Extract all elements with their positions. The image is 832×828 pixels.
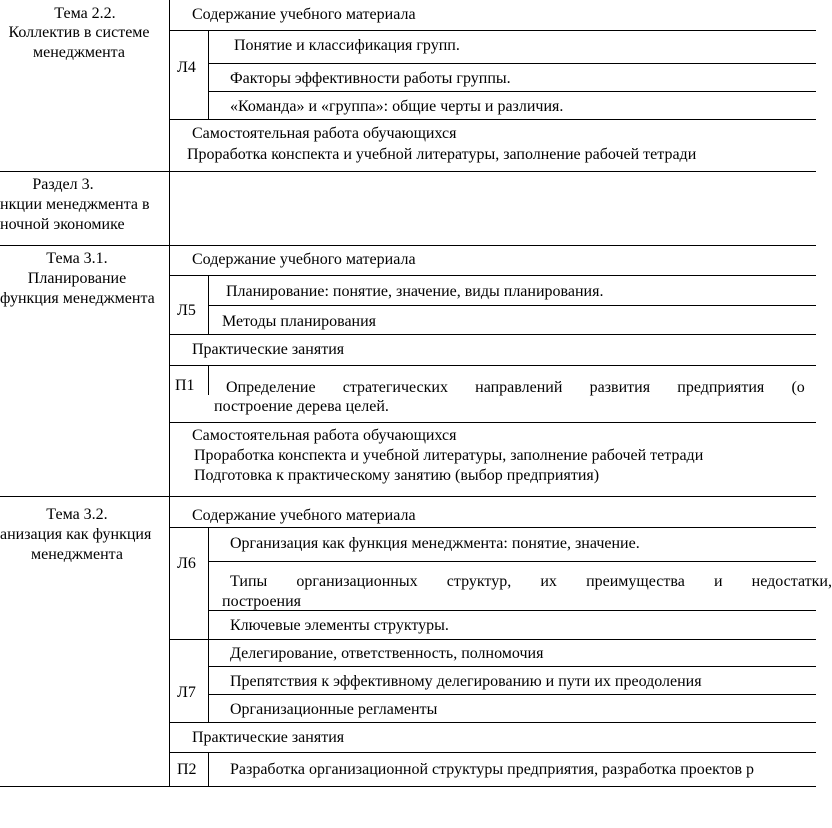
row-border (0, 786, 816, 787)
topic-2-2-number: Тема 2.2. (54, 5, 116, 22)
row-border (170, 422, 816, 423)
lecture-item-line2: построения (222, 593, 302, 610)
row-border (170, 275, 816, 276)
lecture-item: Понятие и классификация групп. (234, 37, 460, 54)
lecture-item: Ключевые элементы структуры. (230, 617, 449, 634)
practice-code: П1 (175, 377, 195, 394)
column-border (169, 0, 170, 787)
lecture-code: Л4 (177, 59, 196, 76)
topic-3-2-title-line1: анизация как функция (0, 526, 152, 543)
row-border (0, 171, 816, 172)
section-3-title-line2: ночной экономике (0, 216, 125, 233)
practice-code: П2 (177, 761, 197, 778)
lecture-item: Методы планирования (222, 313, 377, 330)
row-border (170, 365, 816, 366)
self-study-item: Подготовка к практическому занятию (выбор предприятия) (194, 467, 600, 484)
row-border (170, 334, 816, 335)
lecture-item: «Команда» и «группа»: общие черты и различия. (230, 98, 564, 115)
column-border (208, 752, 209, 787)
practice-item: Разработка организационной структуры предприятия, разработка проектов р (230, 761, 754, 778)
lecture-item: Организация как функция менеджмента: понятие, значение. (230, 535, 640, 552)
column-border (208, 30, 209, 120)
lecture-item: Препятствия к эффективному делегированию и пути их преодоления (230, 673, 702, 690)
topic-3-2-title-line2: менеджмента (31, 546, 123, 563)
lecture-item-line1: Типы организационных структур, их преимущества и недостатки, (230, 573, 832, 590)
row-border (208, 63, 816, 64)
row-border (0, 245, 816, 246)
row-border (0, 496, 816, 497)
row-border (208, 561, 816, 562)
column-border (208, 527, 209, 723)
self-study-header: Самостоятельная работа обучающихся (192, 125, 457, 142)
row-border (170, 119, 816, 120)
topic-2-2-title-line1: Коллектив в системе (8, 24, 150, 41)
row-border (208, 91, 816, 92)
lecture-item: Планирование: понятие, значение, виды планирования. (226, 283, 604, 300)
practice-header: Практические занятия (192, 729, 345, 746)
topic-3-1-title-line2: функция менеджмента (0, 290, 155, 307)
row-border (170, 527, 816, 528)
lecture-code: Л6 (177, 555, 196, 572)
content-header: Содержание учебного материала (192, 6, 416, 23)
topic-2-2-title-line2: менеджмента (33, 44, 125, 61)
column-border (208, 365, 209, 395)
row-border (208, 666, 816, 667)
topic-3-1-number: Тема 3.1. (46, 250, 108, 267)
lecture-item: Факторы эффективности работы группы. (230, 70, 511, 87)
lecture-item: Делегирование, ответственность, полномочия (230, 645, 544, 662)
lecture-item: Организационные регламенты (230, 701, 438, 718)
row-border (208, 305, 816, 306)
section-3-number: Раздел 3. (32, 176, 94, 193)
self-study-item: Проработка конспекта и учебной литературы, заполнение рабочей тетради (194, 447, 704, 464)
row-border (170, 30, 816, 31)
row-border (208, 694, 816, 695)
topic-3-1-title-line1: Планирование (27, 270, 127, 287)
self-study-item: Проработка конспекта и учебной литературы, заполнение рабочей тетради (187, 146, 697, 163)
lecture-code: Л7 (177, 684, 196, 701)
lecture-code: Л5 (177, 302, 196, 319)
practice-header: Практические занятия (192, 341, 345, 358)
content-header: Содержание учебного материала (192, 251, 416, 268)
row-border (170, 722, 816, 723)
self-study-header: Самостоятельная работа обучающихся (192, 427, 457, 444)
row-border (170, 752, 816, 753)
topic-3-2-number: Тема 3.2. (46, 506, 108, 523)
practice-item-line2: построение дерева целей. (214, 398, 389, 415)
row-border (170, 639, 816, 640)
content-header: Содержание учебного материала (192, 507, 416, 524)
practice-item-line1: Определение стратегических направлений развития предприятия (о (226, 379, 805, 396)
column-border (208, 275, 209, 335)
section-3-title-line1: нкции менеджмента в (0, 196, 150, 213)
